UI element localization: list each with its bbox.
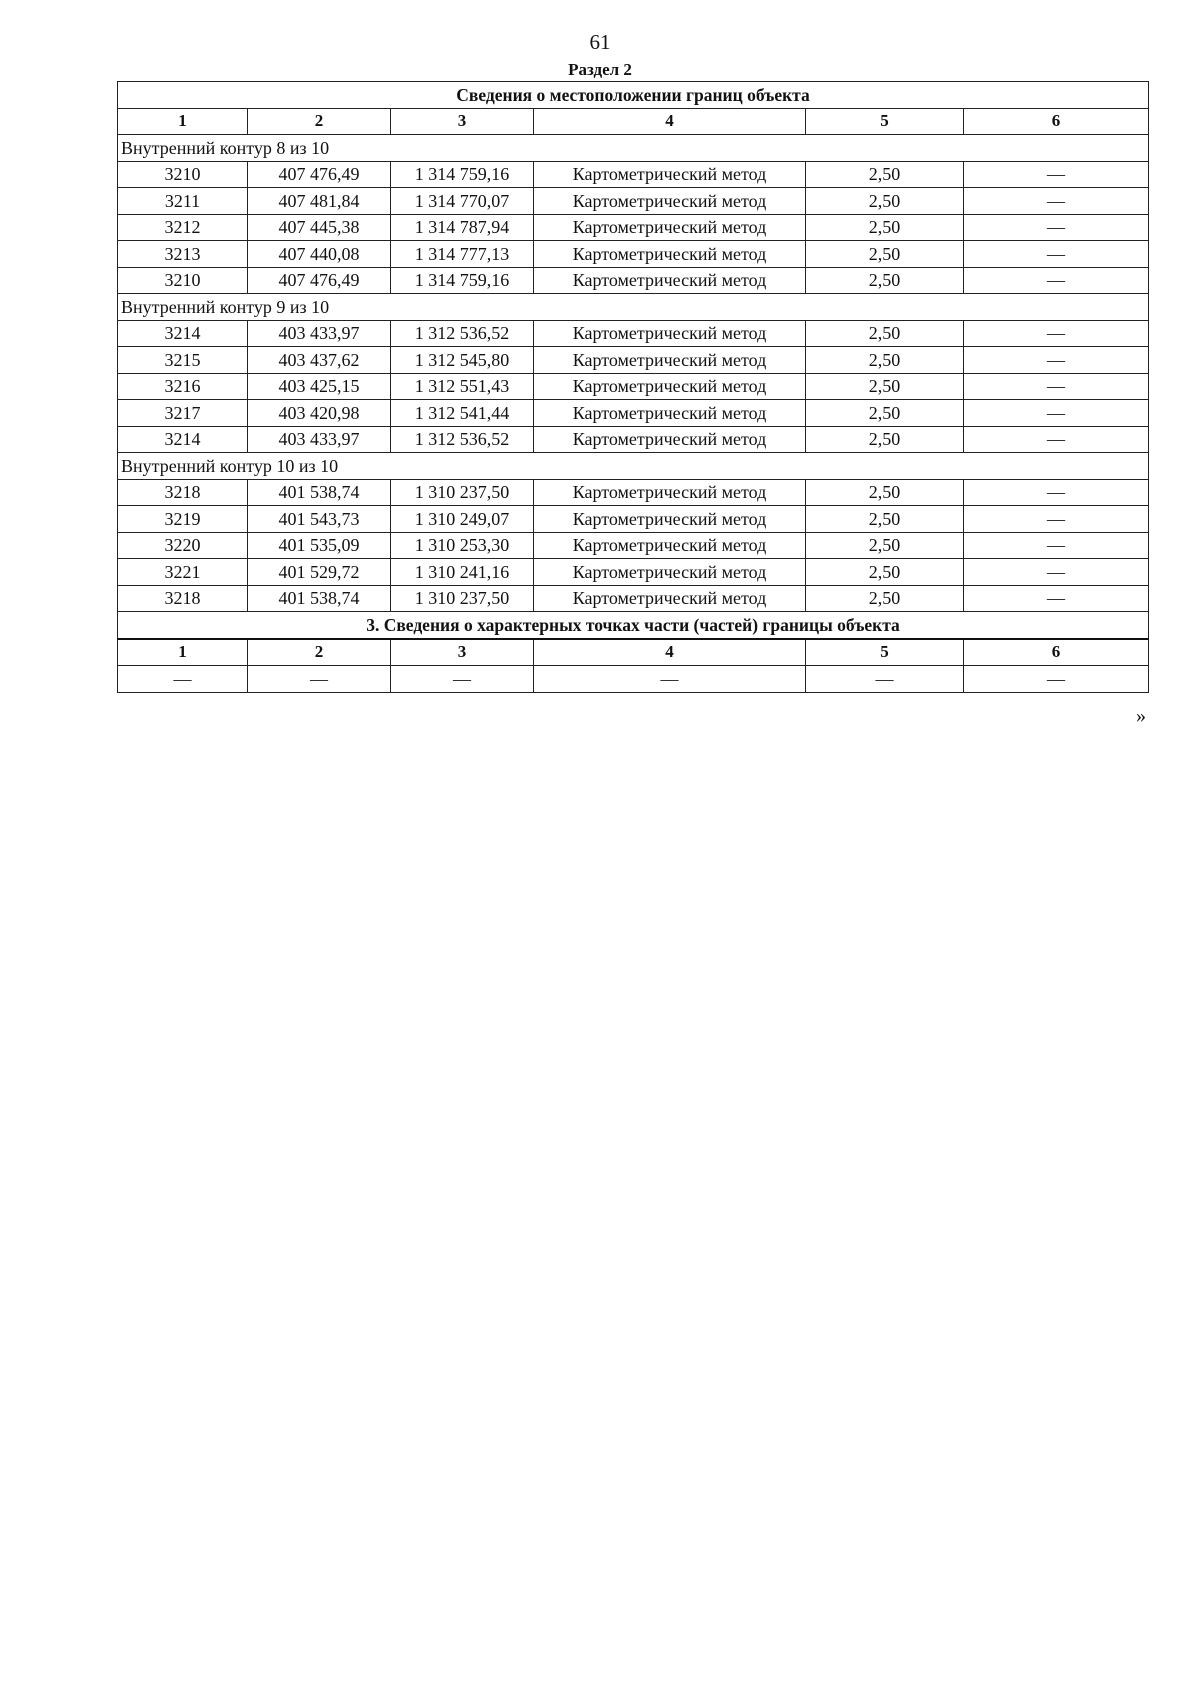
- subsection-column-number-row: [118, 639, 1149, 666]
- table-row: [118, 666, 1149, 693]
- method-cell: Картометрический метод: [534, 320, 806, 347]
- accuracy-cell: 2,50: [806, 400, 964, 427]
- x-coordinate-cell: 401 538,74: [248, 479, 391, 506]
- point-number-cell: 3215: [118, 347, 248, 374]
- y-coordinate-cell: 1 314 777,13: [391, 241, 534, 268]
- point-number-cell: 3210: [118, 161, 248, 188]
- point-number-cell: 3214: [118, 320, 248, 347]
- column-number: 3: [391, 108, 534, 135]
- y-coordinate-cell: 1 312 541,44: [391, 400, 534, 427]
- accuracy-cell: 2,50: [806, 426, 964, 453]
- x-coordinate-cell: 401 535,09: [248, 532, 391, 559]
- contour-label: Внутренний контур 10 из 10: [118, 453, 1149, 480]
- point-number-cell: 3210: [118, 267, 248, 294]
- y-coordinate-cell: 1 312 536,52: [391, 426, 534, 453]
- accuracy-cell: 2,50: [806, 241, 964, 268]
- x-coordinate-cell: 407 440,08: [248, 241, 391, 268]
- accuracy-cell: 2,50: [806, 161, 964, 188]
- table-row: [118, 506, 1149, 533]
- y-coordinate-cell: 1 314 770,07: [391, 188, 534, 215]
- accuracy-cell: 2,50: [806, 506, 964, 533]
- accuracy-cell: 2,50: [806, 320, 964, 347]
- column-number: 3: [391, 639, 534, 666]
- contour-label-row: [118, 135, 1149, 162]
- table-row: [118, 320, 1149, 347]
- description-cell: —: [964, 241, 1149, 268]
- description-cell: —: [964, 347, 1149, 374]
- column-number: 4: [534, 108, 806, 135]
- y-coordinate-cell: 1 310 241,16: [391, 559, 534, 586]
- method-cell: Картометрический метод: [534, 161, 806, 188]
- method-cell: Картометрический метод: [534, 426, 806, 453]
- column-number-row: [118, 108, 1149, 135]
- method-cell: Картометрический метод: [534, 188, 806, 215]
- description-cell: —: [964, 506, 1149, 533]
- contour-label: Внутренний контур 8 из 10: [118, 135, 1149, 162]
- contour-label-row: [118, 453, 1149, 480]
- table-row: [118, 373, 1149, 400]
- table-row: [118, 532, 1149, 559]
- point-number-cell: 3218: [118, 585, 248, 612]
- table-row: [118, 188, 1149, 215]
- point-number-cell: 3211: [118, 188, 248, 215]
- subsection-caption-row: [118, 612, 1149, 639]
- empty-cell: —: [118, 666, 248, 693]
- column-number: 6: [964, 108, 1149, 135]
- x-coordinate-cell: 401 538,74: [248, 585, 391, 612]
- description-cell: —: [964, 161, 1149, 188]
- column-number: 1: [118, 108, 248, 135]
- table-caption: Сведения о местоположении границ объекта: [118, 82, 1149, 109]
- contour-label-row: [118, 294, 1149, 321]
- y-coordinate-cell: 1 310 249,07: [391, 506, 534, 533]
- table-row: [118, 267, 1149, 294]
- accuracy-cell: 2,50: [806, 214, 964, 241]
- table-row: [118, 347, 1149, 374]
- method-cell: Картометрический метод: [534, 585, 806, 612]
- y-coordinate-cell: 1 310 237,50: [391, 479, 534, 506]
- accuracy-cell: 2,50: [806, 347, 964, 374]
- method-cell: Картометрический метод: [534, 479, 806, 506]
- empty-cell: —: [534, 666, 806, 693]
- section-title: Раздел 2: [568, 60, 632, 79]
- method-cell: Картометрический метод: [534, 241, 806, 268]
- column-number: 5: [806, 108, 964, 135]
- x-coordinate-cell: 401 529,72: [248, 559, 391, 586]
- accuracy-cell: 2,50: [806, 479, 964, 506]
- x-coordinate-cell: 403 433,97: [248, 426, 391, 453]
- column-number: 6: [964, 639, 1149, 666]
- accuracy-cell: 2,50: [806, 267, 964, 294]
- method-cell: Картометрический метод: [534, 532, 806, 559]
- method-cell: Картометрический метод: [534, 373, 806, 400]
- method-cell: Картометрический метод: [534, 267, 806, 294]
- column-number: 5: [806, 639, 964, 666]
- column-number: 4: [534, 639, 806, 666]
- table-row: [118, 426, 1149, 453]
- point-number-cell: 3216: [118, 373, 248, 400]
- description-cell: —: [964, 559, 1149, 586]
- page-number: 61: [589, 30, 611, 54]
- x-coordinate-cell: 401 543,73: [248, 506, 391, 533]
- point-number-cell: 3218: [118, 479, 248, 506]
- table-row: [118, 214, 1149, 241]
- table-row: [118, 241, 1149, 268]
- y-coordinate-cell: 1 312 551,43: [391, 373, 534, 400]
- y-coordinate-cell: 1 310 237,50: [391, 585, 534, 612]
- method-cell: Картометрический метод: [534, 559, 806, 586]
- x-coordinate-cell: 403 420,98: [248, 400, 391, 427]
- y-coordinate-cell: 1 310 253,30: [391, 532, 534, 559]
- method-cell: Картометрический метод: [534, 214, 806, 241]
- empty-cell: —: [806, 666, 964, 693]
- y-coordinate-cell: 1 314 759,16: [391, 161, 534, 188]
- accuracy-cell: 2,50: [806, 585, 964, 612]
- table-row: [118, 400, 1149, 427]
- column-number: 2: [248, 639, 391, 666]
- accuracy-cell: 2,50: [806, 188, 964, 215]
- y-coordinate-cell: 1 312 536,52: [391, 320, 534, 347]
- point-number-cell: 3220: [118, 532, 248, 559]
- boundary-table: [117, 81, 1149, 693]
- description-cell: —: [964, 214, 1149, 241]
- table-row: [118, 161, 1149, 188]
- x-coordinate-cell: 403 437,62: [248, 347, 391, 374]
- contour-label: Внутренний контур 9 из 10: [118, 294, 1149, 321]
- method-cell: Картометрический метод: [534, 400, 806, 427]
- description-cell: —: [964, 532, 1149, 559]
- table-caption-row: [118, 82, 1149, 109]
- x-coordinate-cell: 407 476,49: [248, 267, 391, 294]
- point-number-cell: 3219: [118, 506, 248, 533]
- subsection-caption: 3. Сведения о характерных точках части (частей) границы объекта: [118, 612, 1149, 639]
- description-cell: —: [964, 320, 1149, 347]
- x-coordinate-cell: 407 445,38: [248, 214, 391, 241]
- y-coordinate-cell: 1 314 787,94: [391, 214, 534, 241]
- column-number: 1: [118, 639, 248, 666]
- y-coordinate-cell: 1 312 545,80: [391, 347, 534, 374]
- method-cell: Картометрический метод: [534, 347, 806, 374]
- point-number-cell: 3214: [118, 426, 248, 453]
- empty-cell: —: [964, 666, 1149, 693]
- method-cell: Картометрический метод: [534, 506, 806, 533]
- description-cell: —: [964, 373, 1149, 400]
- table-row: [118, 479, 1149, 506]
- empty-cell: —: [248, 666, 391, 693]
- table-row: [118, 559, 1149, 586]
- description-cell: —: [964, 188, 1149, 215]
- description-cell: —: [964, 426, 1149, 453]
- column-number: 2: [248, 108, 391, 135]
- accuracy-cell: 2,50: [806, 559, 964, 586]
- description-cell: —: [964, 479, 1149, 506]
- y-coordinate-cell: 1 314 759,16: [391, 267, 534, 294]
- empty-cell: —: [391, 666, 534, 693]
- x-coordinate-cell: 403 433,97: [248, 320, 391, 347]
- point-number-cell: 3212: [118, 214, 248, 241]
- point-number-cell: 3221: [118, 559, 248, 586]
- description-cell: —: [964, 400, 1149, 427]
- point-number-cell: 3213: [118, 241, 248, 268]
- accuracy-cell: 2,50: [806, 373, 964, 400]
- point-number-cell: 3217: [118, 400, 248, 427]
- x-coordinate-cell: 403 425,15: [248, 373, 391, 400]
- accuracy-cell: 2,50: [806, 532, 964, 559]
- closing-quote: »: [1136, 705, 1146, 727]
- x-coordinate-cell: 407 476,49: [248, 161, 391, 188]
- table-row: [118, 585, 1149, 612]
- x-coordinate-cell: 407 481,84: [248, 188, 391, 215]
- description-cell: —: [964, 585, 1149, 612]
- description-cell: —: [964, 267, 1149, 294]
